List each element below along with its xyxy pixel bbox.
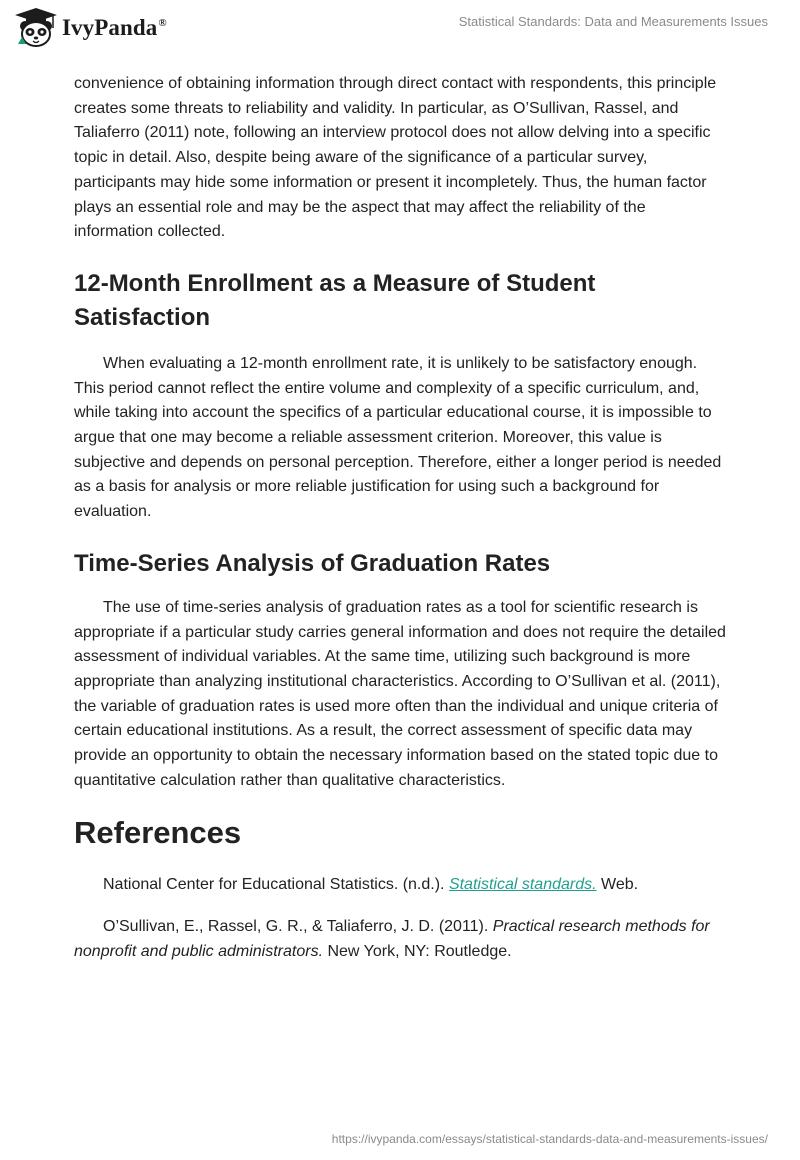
article-body: [74, 72, 729, 965]
section-paragraph: When evaluating a 12-month enrollment rate, it is unlikely to be satisfactory enough. This period cannot reflect the entire volume and complexity of a specific curriculum, and, while taking into account the specifics of a particular educational course, it is impossible to argue that one may become a reliable assessment criterion. Moreover, this value is subjective and depends on personal perception. Therefore, either a longer period is needed as a basis for analysis or more reliable justification for using such a background for evaluation.: [74, 354, 722, 521]
page-header: [0, 0, 800, 60]
brand-name: IvyPanda®: [62, 15, 167, 40]
reference-item: O’Sullivan, E., Rassel, G. R., & Taliaferro, J. D. (2011). Practical research methods for nonprofit and public administrators. New York, NY: Routledge.: [74, 918, 710, 960]
references-heading: References: [74, 815, 242, 851]
section-heading: 12-Month Enrollment as a Measure of Student Satisfaction: [74, 269, 596, 331]
document-title: Statistical Standards: Data and Measurements Issues: [458, 14, 768, 29]
reference-item: National Center for Educational Statistics. (n.d.). Statistical standards. Web.: [103, 876, 639, 894]
reference-link[interactable]: Statistical standards.: [448, 876, 597, 894]
intro-paragraph: convenience of obtaining information through direct contact with respondents, this principle creates some threats to reliability and validity. In particular, as O’Sullivan, Rassel, and Taliaferro (2011) note, following an interview protocol does not allow delving into a specific topic in detail. Also, despite being aware of the significance of a particular survey, participants may hide some information or present it incompletely. Thus, the human factor plays an essential role and may be the aspect that may affect the reliability of the information collected.: [74, 75, 717, 241]
brand-logo[interactable]: [13, 6, 167, 48]
section-heading: Time-Series Analysis of Graduation Rates: [74, 549, 551, 577]
section-paragraph: The use of time-series analysis of graduation rates as a tool for scientific research is appropriate if a particular study carries general information and does not require the detailed assessment of individual variables. At the same time, utilizing such background is more appropriate than analyzing institutional characteristics. According to O’Sullivan et al. (2011), the variable of graduation rates is used more often than the individual and unique criteria of certain educational institutions. As a result, the correct assessment of specific data may provide an opportunity to obtain the necessary information based on the stated topic due to quantitative calculation rather than qualitative characteristics.: [74, 598, 726, 789]
panda-logo-icon: [13, 6, 59, 48]
source-url[interactable]: https://ivypanda.com/essays/statistical-standards-data-and-measurements-issues/: [331, 1132, 768, 1146]
